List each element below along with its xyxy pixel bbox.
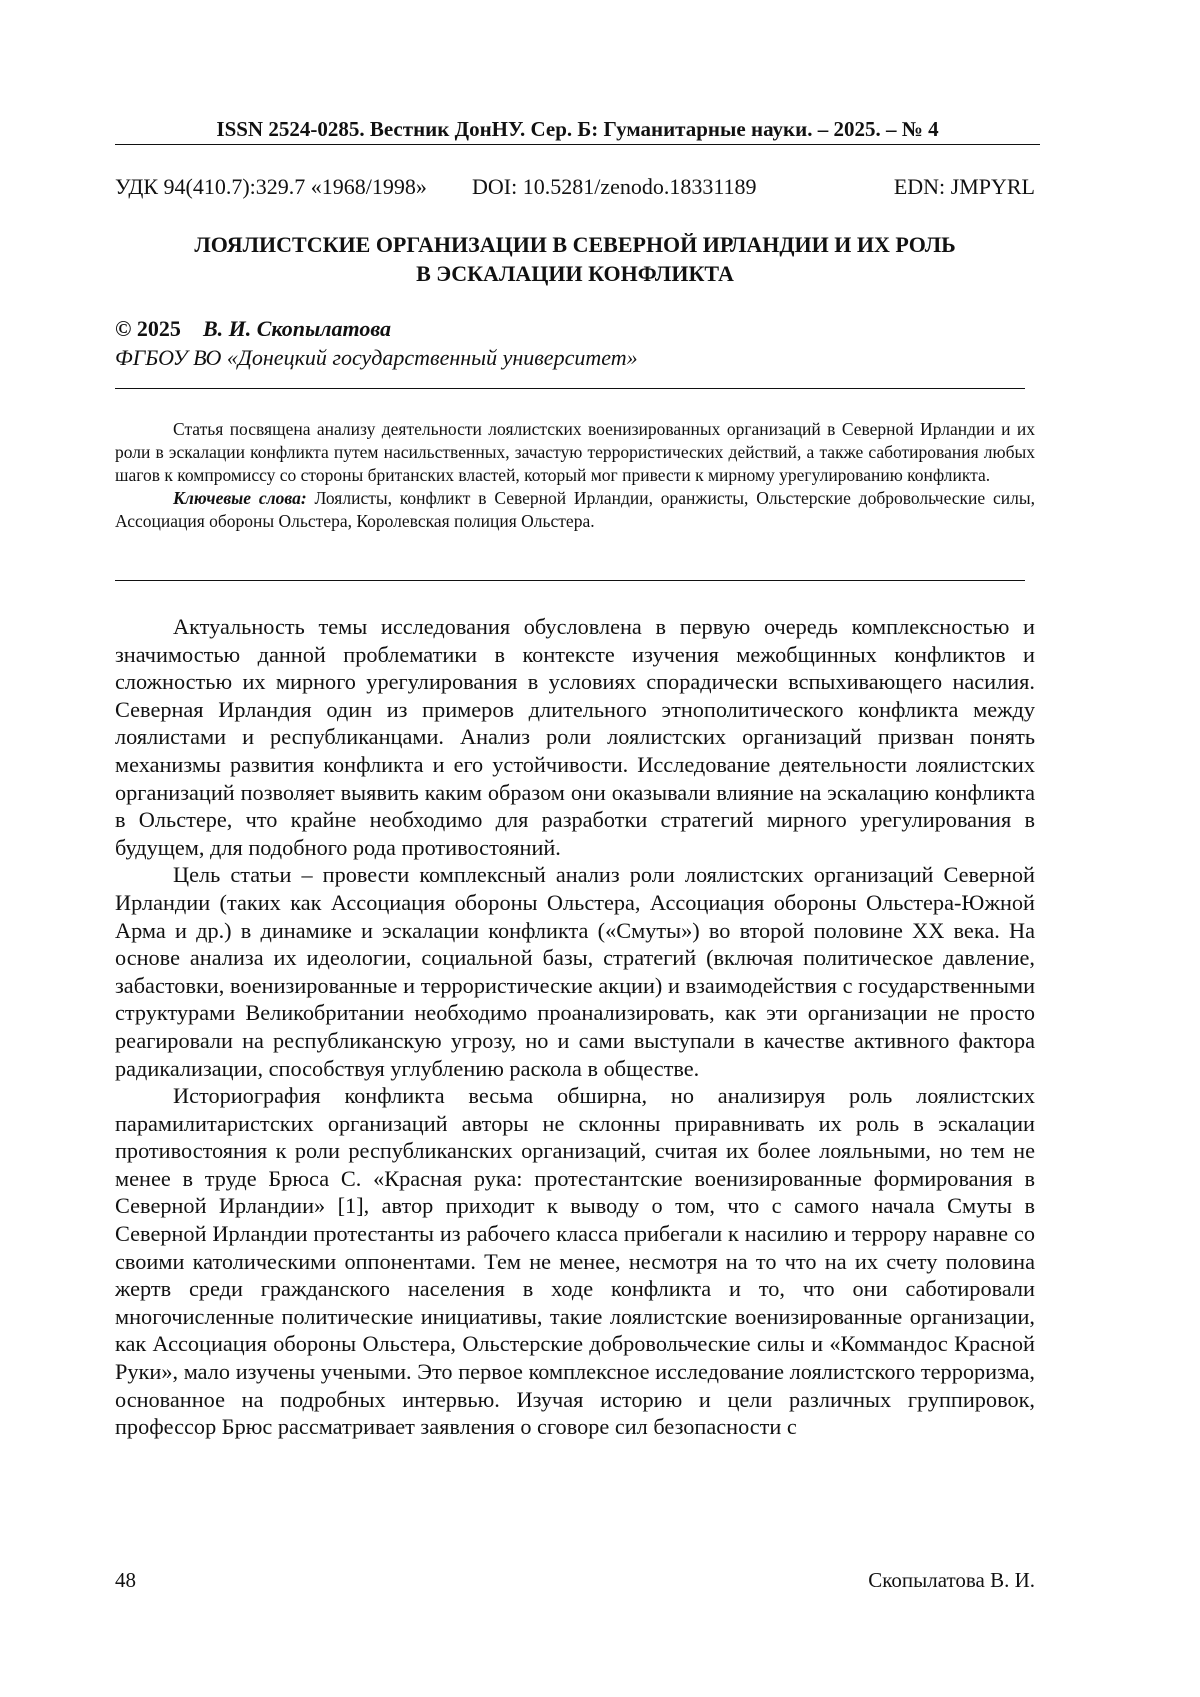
body-paragraph-1: Актуальность темы исследования обусловлена в первую очередь комплексностью и значимостью данной проблематики в контексте изучения межобщинных конфликтов и сложностью их мирного урегулирования в условиях спорадически вспыхивающего насилия. Северная Ирландия один из примеров длительного этнополитического конфликта между лоялистами и республиканцами. Анализ роли лоялистских организаций призван понять механизмы развития конфликта и его устойчивости. Исследование деятельности лоялистских организаций позволяет выявить каким образом они оказывали влияние на эскалацию конфликта в Ольстере, что крайне необходимо для разработки стратегий мирного урегулирования в будущем, для подобного рода противостояний. [115, 614, 1035, 860]
author-line [115, 314, 391, 343]
title-line-1: ЛОЯЛИСТСКИЕ ОРГАНИЗАЦИИ В СЕВЕРНОЙ ИРЛАНДИИ И ИХ РОЛЬ [194, 232, 956, 257]
abstract-top-rule [115, 388, 1025, 389]
body-paragraph-3: Историография конфликта весьма обширна, но анализируя роль лоялистских парамилитаристских организаций авторы не склонны приравнивать их роль в эскалации противостояния к роли республиканских организаций, считая их более лояльными, но тем не менее в труде Брюса С. «Красная рука: протестантские военизированные формирования в Северной Ирландии» [1], автор приходит к выводу о том, что с самого начала Смуты в Северной Ирландии протестанты из рабочего класса прибегали к насилию и террору наравне со своими католическими оппонентами. Тем не менее, несмотря на то что на их счету половина жертв среди гражданского населения в ходе конфликта и то, что они саботировали многочисленные политические инициативы, такие лоялистские военизированные организации, как Ассоциация обороны Ольстера, Ольстерские добровольческие силы и «Коммандос Красной Руки», мало изучены учеными. Это первое комплексное исследование лоялистского терроризма, основанное на подробных интервью. Изучая историю и цели различных группировок, профессор Брюс рассматривает заявления о сговоре сил безопасности с [115, 1083, 1035, 1440]
page-number: 48 [115, 1568, 136, 1592]
copyright-year: © 2025 [115, 316, 181, 341]
keywords-list: Лоялисты, конфликт в Северной Ирландии, оранжисты, Ольстерские добровольческие силы, Ассоциация обороны Ольстера, Королевская полиция Ольстера. [115, 488, 1035, 531]
article-body [115, 613, 1035, 1441]
abstract-bottom-rule [115, 580, 1025, 581]
author-affiliation: ФГБОУ ВО «Донецкий государственный университет» [115, 345, 638, 370]
running-author: Скопылатова В. И. [868, 1568, 1035, 1592]
udk-code: УДК 94(410.7):329.7 «1968/1998» [115, 174, 427, 199]
doi-identifier: DOI: 10.5281/zenodo.18331189 [472, 174, 757, 199]
abstract-block [115, 418, 1035, 533]
title-line-2: В ЭСКАЛАЦИИ КОНФЛИКТА [416, 261, 734, 286]
keywords-label: Ключевые слова: [173, 488, 307, 508]
article-title [115, 230, 1035, 288]
author-name: В. И. Скопылатова [202, 316, 392, 341]
header-rule [115, 144, 1040, 145]
edn-identifier: EDN: JMPYRL [893, 174, 1035, 199]
abstract-text: Статья посвящена анализу деятельности лоялистских военизированных организаций в Северной Ирландии и их роли в эскалации конфликта путем насильственных, зачастую террористических действий, а также саботирования любых шагов к компромиссу со стороны британских властей, который мог привести к мирному урегулированию конфликта. [115, 419, 1035, 485]
journal-header: ISSN 2524-0285. Вестник ДонНУ. Сер. Б: Гуманитарные науки. – 2025. – № 4 [216, 117, 939, 141]
keywords-paragraph [115, 487, 1035, 533]
body-paragraph-2: Цель статьи – провести комплексный анализ роли лоялистских организаций Северной Ирландии (таких как Ассоциация обороны Ольстера, Ассоциация обороны Ольстера-Южной Арма и др.) в динамике и эскалации конфликта («Смуты») во второй половине XX века. На основе анализа их идеологии, социальной базы, стратегий (включая политическое давление, забастовки, военизированные и террористические акции) и взаимодействия с государственными структурами Великобритании необходимо проанализировать, как эти организации не просто реагировали на республиканскую угрозу, но и сами выступали в качестве активного фактора радикализации, способствуя углублению раскола в обществе. [115, 862, 1035, 1081]
